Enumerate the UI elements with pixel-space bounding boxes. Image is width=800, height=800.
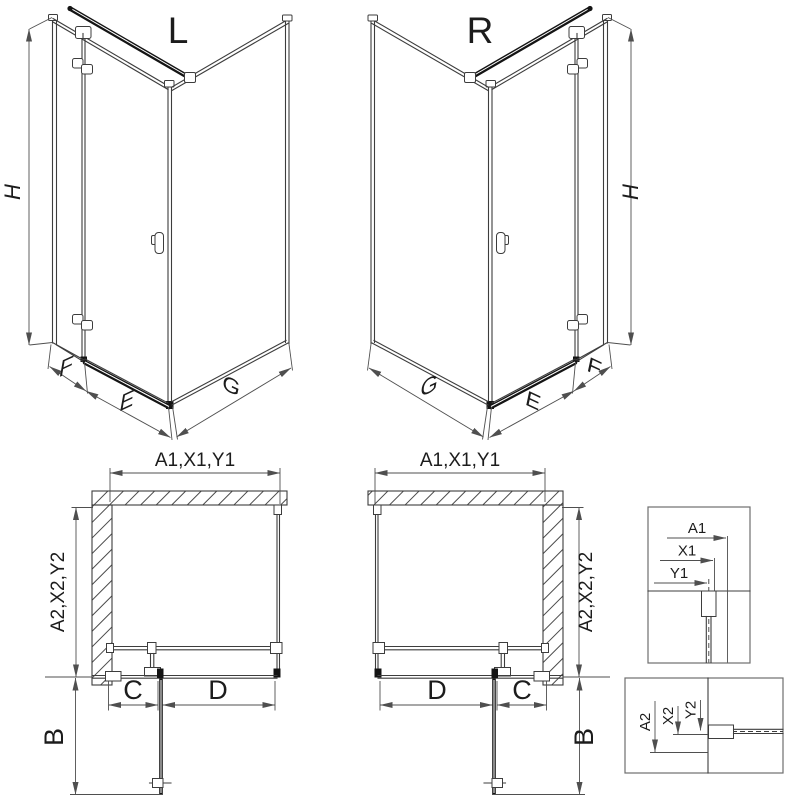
wall-profile [702,591,717,617]
wall-side-left-plan [92,505,112,685]
plan-view-left [39,450,287,795]
plan-right-opening-label: D [427,675,447,705]
plan-left-geometry [45,468,282,795]
iso-view-left [0,6,293,440]
detail-depth-y-label: Y2 [682,700,700,720]
detail-box-depth [625,678,783,773]
detail-depth-x-label: X2 [660,706,677,726]
dim-label-door-right: E [525,384,541,417]
plan-left-depth-label: A2,X2,Y2 [48,551,69,633]
wall-side-right-plan [543,505,563,685]
dim-label-height-left: H [0,184,25,200]
wall-top-left-plan [92,491,287,505]
plan-left-projection-label: B [39,727,69,747]
dim-label-door-left: E [119,384,135,417]
plan-left-width-label: A1,X1,Y1 [154,450,236,471]
plan-right-width-label: A1,X1,Y1 [419,450,501,471]
iso-right-variant-label: R [466,10,494,51]
wall-top-right-plan [368,491,563,505]
plan-left-opening-label: D [208,675,228,705]
detail-width-y-label: Y1 [669,565,689,582]
wall-profile [709,725,734,739]
plan-right-depth-label: A2,X2,Y2 [576,551,597,633]
dim-label-height-right: H [618,184,643,200]
plan-right-projection-label: B [569,727,599,747]
detail-width-a-label: A1 [687,520,707,537]
detail-width-x-label: X1 [677,542,697,560]
detail-box-width [648,507,750,663]
dim-label-fixed-left: F [59,350,73,382]
dim-label-side-left: G [222,369,240,402]
iso-left-variant-label: L [167,10,189,51]
iso-view-right [368,6,644,440]
dim-label-fixed-right: F [587,350,601,382]
plan-left-fixed-label: C [123,675,143,705]
dim-label-side-right: G [420,369,438,402]
plan-view-right [368,450,610,795]
plan-right-fixed-label: C [512,675,532,705]
detail-depth-a-label: A2 [637,712,654,732]
